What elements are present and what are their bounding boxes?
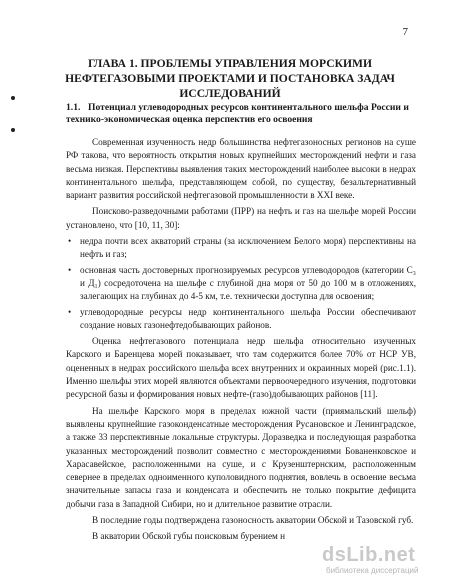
section-title: Потенциал углеводородных ресурсов континентального шельфа России и технико-экономическая оценка перспектив его освоения (66, 102, 409, 125)
paragraph: На шельфе Карского моря в пределах южной части (приямальский шельф) выявлены крупнейшие газоконденсатные месторождения Русановское и Ленинградское, а также 33 перспективные локальные структуры. Доразведка и последующая разработка указанных месторождений позволит совместно с месторождениями Бованенковское и Харасавейское, расположенными на суше, и с Крузенштернским, расположенным севернее в пределах одноименного куполовидного поднятия, вовлечь в освоение весьма значительные запасы газа и конденсата и обеспечить не только покрытие дефицита добычи газа в Западной Сибири, но и длительное развитие отрасли. (66, 405, 416, 509)
findings-list (66, 235, 416, 332)
paragraph: В последние годы подтверждена газоносность акватории Обской и Тазовской губ. (92, 515, 414, 526)
watermark-logo: dsLib.net (322, 544, 416, 566)
paragraph: Поисково-разведочными работами (ПРР) на нефть и газ на шельфе морей России установлено, что [10, 11, 30]: (66, 206, 416, 230)
paragraph: Современная изученность недр большинства нефтегазоносных регионов на суше РФ такова, что вероятность открытия новых крупнейших месторождений нефти и газа весьма низкая. Перспективы выявления таких месторождений наиболее высоки в недрах континентального шельфа, представляющем собой, по существу, безальтернативный вариант развития российской нефтегазовой промышленности в XXI веке. (66, 137, 416, 201)
body-text (66, 136, 416, 547)
list-item: • основная часть достоверных прогнозируемых ресурсов углеводородов (категории C₃ и Д₁) сосредоточена на шельфе с глубиной дна моря от 50 до 100 м в отложениях, залегающих на глубинах до 4-5 км, т.е. технически доступна для освоения; (66, 264, 416, 304)
margin-dot (11, 96, 15, 100)
paragraph: Оценка нефтегазового потенциала недр шельфа относительно изученных Карского и Баренцева морей показывает, что там содержится более 70% от НСР УВ, оцененных в недрах российского шельфа всех внутренних и окраинных морей (рис.1.1). Именно шельфы этих морей являются объектами первоочередного изучения, подготовки ресурсной базы и формирования новых нефте-(газо)добывающих районов [11]. (66, 336, 416, 400)
section-number: 1.1. (66, 102, 81, 113)
list-item: • углеводородные ресурсы недр континентального шельфа России обеспечивают создание новых газонефтедобывающих районов. (66, 306, 416, 333)
list-item: • недра почти всех акваторий страны (за исключением Белого моря) перспективны на нефть и газ; (66, 235, 416, 262)
chapter-title: ГЛАВА 1. ПРОБЛЕМЫ УПРАВЛЕНИЯ МОРСКИМИ НЕФТЕГАЗОВЫМИ ПРОЕКТАМИ И ПОСТАНОВКА ЗАДАЧ ИССЛЕДОВАНИЙ (65, 57, 395, 100)
watermark-tagline: библиотека диссертаций (326, 566, 419, 575)
paragraph: В акватории Обской губы поисковым бурением н (92, 531, 286, 542)
margin-dot (11, 128, 15, 132)
page-number: 7 (402, 26, 408, 38)
section-heading (66, 102, 416, 126)
watermark (322, 544, 442, 578)
